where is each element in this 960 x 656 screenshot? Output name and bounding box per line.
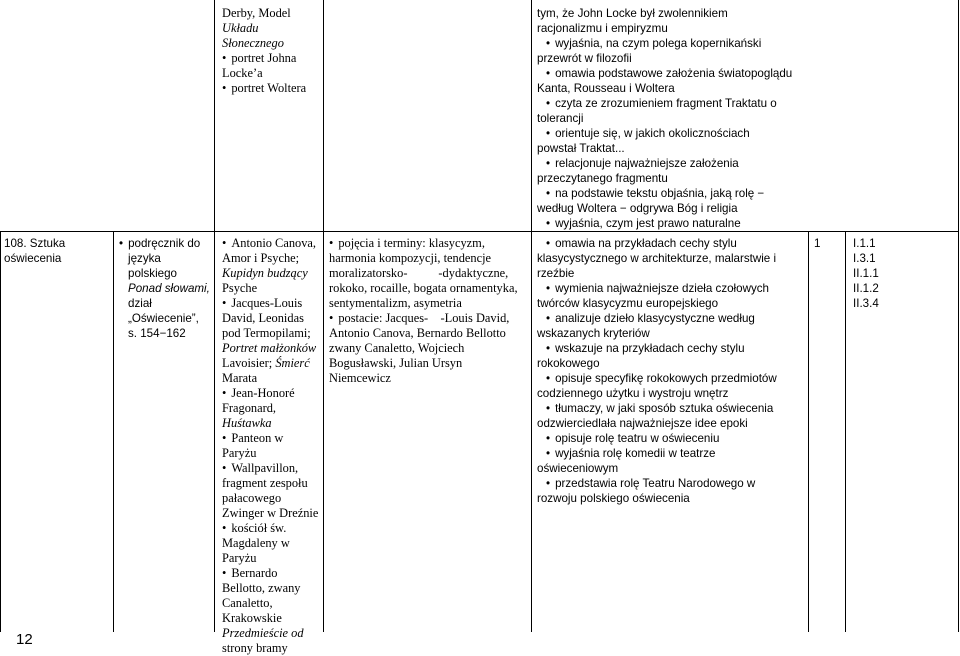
- requirement-code: II.1.1: [853, 267, 879, 280]
- hours-cell: [814, 236, 842, 251]
- list-item: • kościół św.: [222, 521, 320, 536]
- text-line: Układu: [222, 21, 259, 35]
- text-line: Przedmieście od: [222, 626, 304, 640]
- text-line: Słonecznego: [222, 36, 284, 50]
- text-line: „Oświecenie”,: [128, 312, 199, 325]
- text-line: tolerancji: [537, 112, 584, 125]
- text-line: przewrót w filozofii: [537, 52, 632, 65]
- text-line: Derby, Model: [222, 6, 291, 20]
- text-line: moralizatorsko- -dydaktyczne,: [329, 266, 509, 280]
- text-line: Portret małżonków: [222, 341, 317, 355]
- text-line: Huśtawka: [222, 416, 272, 430]
- text-line: Fragonard,: [222, 401, 277, 415]
- text-line: Kupidyn budzący: [222, 266, 308, 280]
- text-line: racjonalizmu i empiryzmu: [537, 22, 668, 35]
- list-item: • analizuje dzieło klasycystyczne według: [537, 311, 807, 326]
- lesson-title-cell: [4, 236, 110, 266]
- list-item: • portret Johna: [222, 51, 317, 66]
- text-line: twórców klasycyzmu europejskiego: [537, 297, 719, 310]
- list-item: • orientuje się, w jakich okolicznościach: [537, 126, 807, 141]
- text-line: przeczytanego fragmentu: [537, 172, 668, 185]
- text-line: Zwinger w Dreźnie: [222, 506, 319, 520]
- text-line: odzwierciedlała najważniejsze idee epoki: [537, 417, 748, 430]
- list-item: • relacjonuje najważniejsze założenia: [537, 156, 807, 171]
- list-item: • Antonio Canova,: [222, 236, 320, 251]
- grid-line: [0, 231, 959, 232]
- grid-line: [808, 231, 809, 632]
- grid-line: [113, 231, 114, 632]
- text-line: Amor i Psyche;: [222, 251, 300, 265]
- text-line: fragment zespołu: [222, 476, 308, 490]
- text-line: powstał Traktat...: [537, 142, 625, 155]
- requirements-cell: [853, 236, 953, 311]
- text-line: rokoko, rocaille, bogata ornamentyka,: [329, 281, 518, 295]
- text-line: s. 154−162: [128, 327, 186, 340]
- list-item: • tłumaczy, w jaki sposób sztuka oświecenia: [537, 401, 807, 416]
- lesson-title: 108. Sztuka: [4, 237, 66, 250]
- list-item: • Wallpavillon,: [222, 461, 320, 476]
- list-item: • portret Woltera: [222, 81, 317, 96]
- page-number: 12: [16, 631, 33, 648]
- text-line: Magdaleny w: [222, 536, 290, 550]
- top-col5-cell: [537, 6, 807, 231]
- text-line: Bellotto, zwany: [222, 581, 301, 595]
- list-item: • wyjaśnia rolę komedii w teatrze: [537, 446, 807, 461]
- list-item: • Panteon w Paryżu: [222, 431, 320, 461]
- grid-line: [323, 0, 324, 632]
- artworks-cell: [222, 236, 320, 656]
- requirement-code: I.3.1: [853, 252, 876, 265]
- grid-line: [0, 231, 1, 632]
- grid-line: [531, 0, 532, 632]
- text-line: Paryżu: [222, 551, 257, 565]
- text-line: pod Termopilami;: [222, 326, 311, 340]
- requirement-code: I.1.1: [853, 237, 876, 250]
- requirement-code: II.3.4: [853, 297, 879, 310]
- list-item: • wskazuje na przykładach cechy stylu: [537, 341, 807, 356]
- list-item: • czyta ze zrozumieniem fragment Traktatu o: [537, 96, 807, 111]
- list-item: • omawia podstawowe założenia światopoglądu: [537, 66, 807, 81]
- text-line: Antonio Canova, Bernardo Bellotto: [329, 326, 506, 340]
- hours-value: 1: [814, 237, 821, 250]
- text-line: tym, że John Locke był zwolennikiem: [537, 7, 728, 20]
- text-line: Psyche: [222, 281, 258, 295]
- list-item: • wyjaśnia, czym jest prawo naturalne: [537, 216, 807, 231]
- text-line: sentymentalizm, asymetria: [329, 296, 462, 310]
- top-col3-cell: [222, 6, 317, 96]
- terms-cell: [329, 236, 529, 386]
- outcomes-cell: [537, 236, 807, 506]
- text-line: Marata: [222, 371, 258, 385]
- text-line: rozwoju polskiego oświecenia: [537, 492, 690, 505]
- text-line: według Woltera − odgrywa Bóg i religia: [537, 202, 738, 215]
- text-line: Locke’a: [222, 66, 263, 80]
- list-item: • wymienia najważniejsze dzieła czołowych: [537, 281, 807, 296]
- list-item: • Jean-Honoré: [222, 386, 320, 401]
- list-item: • omawia na przykładach cechy stylu: [537, 236, 807, 251]
- text-line: strony bramy: [222, 641, 288, 655]
- text-line: klasycystycznego w architekturze, malarstwie i: [537, 252, 777, 265]
- text-line: dział: [128, 297, 152, 310]
- text-line: Lavoisier; Śmierć: [222, 356, 310, 370]
- list-item: • podręcznik do: [119, 236, 213, 251]
- list-item: • pojęcia i terminy: klasycyzm,: [329, 236, 529, 251]
- grid-line: [214, 0, 215, 632]
- text-line: harmonia kompozycji, tendencje: [329, 251, 492, 265]
- text-line: Kanta, Rousseau i Woltera: [537, 82, 675, 95]
- text-line: David, Leonidas: [222, 311, 304, 325]
- grid-line: [958, 0, 959, 632]
- grid-line: [845, 231, 846, 632]
- text-line: Bogusławski, Julian Ursyn: [329, 356, 463, 370]
- text-line: Krakowskie: [222, 611, 282, 625]
- text-line: wskazanych kryteriów: [537, 327, 650, 340]
- list-item: • na podstawie tekstu objaśnia, jaką rolę −: [537, 186, 807, 201]
- list-item: • przedstawia rolę Teatru Narodowego w: [537, 476, 807, 491]
- requirement-code: II.1.2: [853, 282, 879, 295]
- text-line: rzeźbie: [537, 267, 575, 280]
- list-item: • Jacques-Louis: [222, 296, 320, 311]
- list-item: • opisuje specyfikę rokokowych przedmiotów: [537, 371, 807, 386]
- list-item: • postacie: Jacques- -Louis David,: [329, 311, 529, 326]
- text-line: Niemcewicz: [329, 371, 391, 385]
- textbook-cell: [119, 236, 213, 341]
- text-line: codziennego użytku i wystroju wnętrz: [537, 387, 729, 400]
- text-line: języka polskiego: [128, 252, 177, 280]
- list-item: • wyjaśnia, na czym polega kopernikański: [537, 36, 807, 51]
- text-line: zwany Canaletto, Wojciech: [329, 341, 465, 355]
- text-line: Canaletto,: [222, 596, 273, 610]
- text-line: pałacowego: [222, 491, 282, 505]
- lesson-title: oświecenia: [4, 252, 62, 265]
- list-item: • opisuje rolę teatru w oświeceniu: [537, 431, 807, 446]
- text-line: rokokowego: [537, 357, 600, 370]
- text-line: Ponad słowami,: [128, 282, 210, 295]
- text-line: oświeceniowym: [537, 462, 619, 475]
- list-item: • Bernardo: [222, 566, 320, 581]
